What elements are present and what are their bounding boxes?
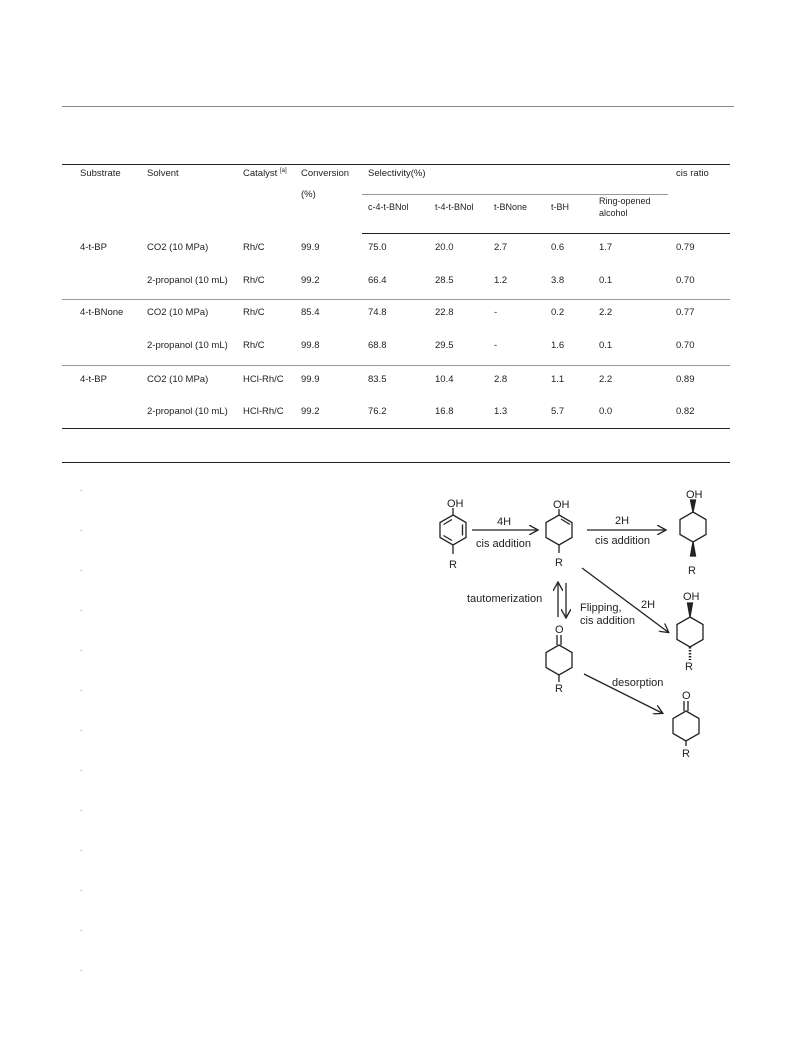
cell-bh: 0.2 [551, 307, 565, 318]
o-label: O [555, 624, 564, 636]
cell-t4: 16.8 [435, 406, 454, 417]
step1-bottom-label: cis addition [476, 538, 532, 550]
cell-solvent: CO2 (10 MPa) [147, 307, 209, 318]
r-label: R [685, 661, 693, 673]
cell-ring: 1.7 [599, 242, 613, 253]
cell-cis: 0.79 [676, 242, 695, 253]
cell-cis: 0.89 [676, 374, 695, 385]
cell-solvent: 2-propanol (10 mL) [147, 275, 228, 286]
cell-conversion: 99.2 [301, 406, 320, 417]
oh-label: OH [686, 489, 703, 501]
cell-c4: 75.0 [368, 242, 387, 253]
header-cis-ratio: cis ratio [676, 168, 709, 179]
cell-t4: 29.5 [435, 340, 454, 351]
cell-bnone: - [494, 307, 498, 318]
cell-catalyst: HCl-Rh/C [243, 374, 284, 385]
cell-bnone: 2.8 [494, 374, 508, 385]
header-alcohol: alcohol [599, 208, 628, 218]
cell-bnone: 2.7 [494, 242, 508, 253]
r-label: R [688, 565, 696, 577]
cell-bh: 0.6 [551, 242, 565, 253]
ketone-product-structure [673, 690, 699, 760]
cell-t4: 28.5 [435, 275, 454, 286]
r-label: R [449, 559, 457, 571]
r-label: R [555, 557, 563, 569]
cell-t4: 20.0 [435, 242, 454, 253]
cell-catalyst: Rh/C [243, 307, 265, 318]
cell-cis: 0.70 [676, 340, 695, 351]
cell-substrate: 4-t-BP [80, 374, 107, 385]
cell-cis: 0.70 [676, 275, 695, 286]
cell-cis: 0.82 [676, 406, 695, 417]
cell-bh: 3.8 [551, 275, 565, 286]
cell-catalyst: Rh/C [243, 340, 265, 351]
header-tbh: t-BH [551, 202, 569, 212]
enol-structure [546, 499, 572, 569]
cell-solvent: 2-propanol (10 mL) [147, 340, 228, 351]
cell-catalyst: HCl-Rh/C [243, 406, 284, 417]
cell-bnone: 1.3 [494, 406, 508, 417]
header-ring-opened: Ring-opened [599, 196, 651, 206]
trans-alcohol-structure [677, 591, 703, 673]
cell-conversion: 99.2 [301, 275, 320, 286]
header-conversion: Conversion [301, 168, 350, 179]
cell-c4: 66.4 [368, 275, 387, 286]
oh-label: OH [447, 498, 464, 510]
step1-top-label: 4H [497, 516, 512, 528]
cell-conversion: 99.9 [301, 374, 320, 385]
step2-bottom-label: cis addition [595, 535, 651, 547]
cell-c4: 76.2 [368, 406, 387, 417]
cell-solvent: CO2 (10 MPa) [147, 374, 209, 385]
cis-alcohol-structure [680, 489, 706, 577]
cell-conversion: 99.8 [301, 340, 320, 351]
cell-bnone: - [494, 340, 498, 351]
header-substrate: Substrate [80, 168, 121, 179]
cell-substrate: 4-t-BNone [80, 307, 124, 318]
cell-catalyst: Rh/C [243, 275, 265, 286]
cell-bnone: 1.2 [494, 275, 508, 286]
flip-2h-label: 2H [641, 599, 656, 611]
desorption-label: desorption [612, 677, 664, 689]
phenol-structure [440, 498, 466, 571]
cell-bh: 5.7 [551, 406, 565, 417]
r-label: R [555, 683, 563, 695]
cell-solvent: CO2 (10 MPa) [147, 242, 209, 253]
cell-ring: 0.0 [599, 406, 613, 417]
flip-label-2: cis addition [580, 615, 636, 627]
header-solvent: Solvent [147, 168, 179, 179]
header-tbnone: t-BNone [494, 202, 528, 212]
cell-ring: 2.2 [599, 307, 613, 318]
cell-conversion: 99.9 [301, 242, 320, 253]
cell-catalyst: Rh/C [243, 242, 265, 253]
cell-conversion: 85.4 [301, 307, 320, 318]
header-catalyst-note: [a] [279, 168, 287, 174]
cell-c4: 68.8 [368, 340, 387, 351]
cell-ring: 0.1 [599, 340, 613, 351]
cell-c4: 83.5 [368, 374, 387, 385]
cell-c4: 74.8 [368, 307, 387, 318]
step2-top-label: 2H [615, 515, 630, 527]
header-conversion-unit: (%) [301, 189, 316, 200]
cell-ring: 2.2 [599, 374, 613, 385]
cell-solvent: 2-propanol (10 mL) [147, 406, 228, 417]
header-selectivity: Selectivity(%) [368, 168, 426, 179]
cell-bh: 1.6 [551, 340, 565, 351]
cell-t4: 22.8 [435, 307, 454, 318]
flip-label-1: Flipping, [580, 602, 622, 614]
cell-t4: 10.4 [435, 374, 454, 385]
cell-bh: 1.1 [551, 374, 565, 385]
ketone-structure [546, 624, 572, 695]
header-c4-tbnol: c-4-t-BNol [368, 202, 409, 212]
cell-cis: 0.77 [676, 307, 695, 318]
header-t4-tbnol: t-4-t-BNol [435, 202, 474, 212]
oh-label: OH [683, 591, 700, 603]
cell-substrate: 4-t-BP [80, 242, 107, 253]
header-catalyst-label: Catalyst [243, 168, 278, 180]
o-label: O [682, 690, 691, 702]
cell-ring: 0.1 [599, 275, 613, 286]
oh-label: OH [553, 499, 570, 511]
r-label: R [682, 748, 690, 760]
tautomerization-label: tautomerization [467, 593, 543, 605]
